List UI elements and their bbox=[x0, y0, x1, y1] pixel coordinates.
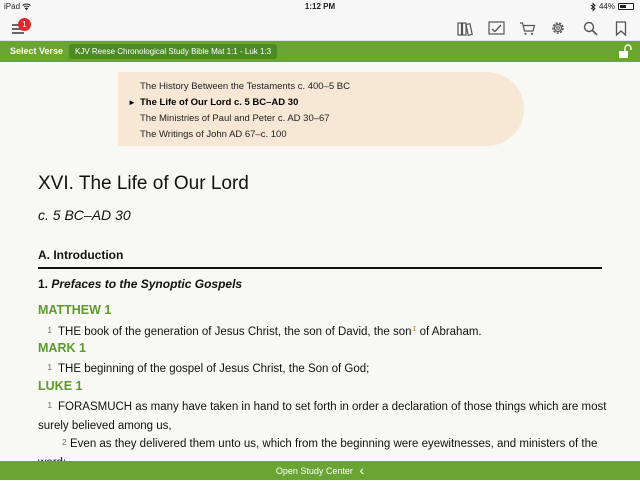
chapter-heading: LUKE 1 bbox=[38, 379, 83, 393]
settings-button[interactable] bbox=[548, 18, 568, 38]
device-name: iPad bbox=[4, 2, 21, 11]
verse-text: THE book of the generation of Jesus Christ, the son of David, the son bbox=[58, 326, 412, 338]
verse[interactable] bbox=[38, 320, 608, 342]
notification-badge: 1 bbox=[18, 18, 31, 31]
page-title: XVI. The Life of Our Lord bbox=[38, 173, 249, 194]
verse-number: 1 bbox=[47, 401, 52, 410]
verse[interactable] bbox=[38, 358, 608, 379]
unlock-icon bbox=[618, 44, 632, 59]
status-right bbox=[590, 2, 634, 11]
verse-text: THE beginning of the gospel of Jesus Christ, the Son of God; bbox=[58, 363, 370, 375]
verse-bar bbox=[0, 41, 640, 62]
unlock-button[interactable] bbox=[618, 44, 632, 59]
chapter-heading: MATTHEW 1 bbox=[38, 303, 112, 317]
library-button[interactable] bbox=[455, 18, 475, 38]
battery-icon bbox=[618, 3, 634, 10]
cart-icon bbox=[519, 21, 536, 36]
footnote-link[interactable]: 1 bbox=[412, 326, 417, 333]
store-button[interactable] bbox=[517, 18, 537, 38]
search-icon bbox=[583, 21, 598, 36]
current-marker-icon: ► bbox=[128, 98, 136, 107]
reading-plan-button[interactable] bbox=[486, 18, 506, 38]
outline-item[interactable]: The Writings of John AD 67–c. 100 bbox=[140, 129, 287, 140]
battery-percent: 44% bbox=[598, 2, 615, 11]
outline-item[interactable]: The History Between the Testaments c. 400–5 BC bbox=[140, 81, 350, 92]
verse-number: 2 bbox=[62, 438, 67, 447]
bookmark-button[interactable] bbox=[611, 18, 631, 38]
subsection-number: 1. bbox=[38, 277, 49, 291]
reading-plan-icon bbox=[488, 21, 505, 35]
chevron-left-icon: ‹ bbox=[359, 462, 365, 478]
bookmark-icon bbox=[615, 21, 627, 36]
verse-number: 1 bbox=[47, 326, 52, 335]
outline-item-label: The Life of Our Lord c. 5 BC–AD 30 bbox=[140, 97, 299, 108]
gear-icon bbox=[550, 20, 566, 36]
chapter-heading: MARK 1 bbox=[38, 341, 86, 355]
verse-text: Even as they delivered them unto us, which from the beginning were eyewitnesses, and ministers of the bbox=[70, 438, 598, 450]
subsection-title: Prefaces to the Synoptic Gospels bbox=[51, 277, 243, 291]
verse-text: FORASMUCH as many have taken in hand to set forth in order a declaration of those things which are most surely believed among us, bbox=[38, 401, 607, 432]
section-divider bbox=[38, 267, 602, 269]
library-icon bbox=[457, 21, 473, 36]
verse-text-end: of Abraham. bbox=[416, 326, 482, 338]
reader-content[interactable] bbox=[0, 62, 640, 461]
verse-number: 1 bbox=[47, 363, 52, 372]
open-study-center-button[interactable] bbox=[0, 461, 640, 480]
clock: 1:12 PM bbox=[304, 2, 336, 11]
subsection-heading bbox=[38, 277, 242, 291]
outline-item-current[interactable] bbox=[128, 95, 524, 111]
outline-item[interactable]: The Ministries of Paul and Peter c. AD 30–67 bbox=[140, 113, 330, 124]
library-menu-button[interactable] bbox=[9, 18, 31, 38]
outline-box bbox=[118, 72, 524, 146]
select-verse-button[interactable]: Select Verse bbox=[10, 46, 64, 56]
status-bar bbox=[0, 0, 640, 14]
verse[interactable] bbox=[38, 396, 608, 436]
top-toolbar bbox=[0, 14, 640, 41]
study-center-label: Open Study Center bbox=[275, 466, 353, 476]
search-button[interactable] bbox=[580, 18, 600, 38]
date-range: c. 5 BC–AD 30 bbox=[38, 207, 131, 223]
bluetooth-icon bbox=[590, 3, 596, 11]
section-heading: A. Introduction bbox=[38, 248, 124, 262]
book-selector[interactable]: KJV Reese Chronological Study Bible Mat 1:1 - Luk 1:3 bbox=[69, 44, 277, 59]
